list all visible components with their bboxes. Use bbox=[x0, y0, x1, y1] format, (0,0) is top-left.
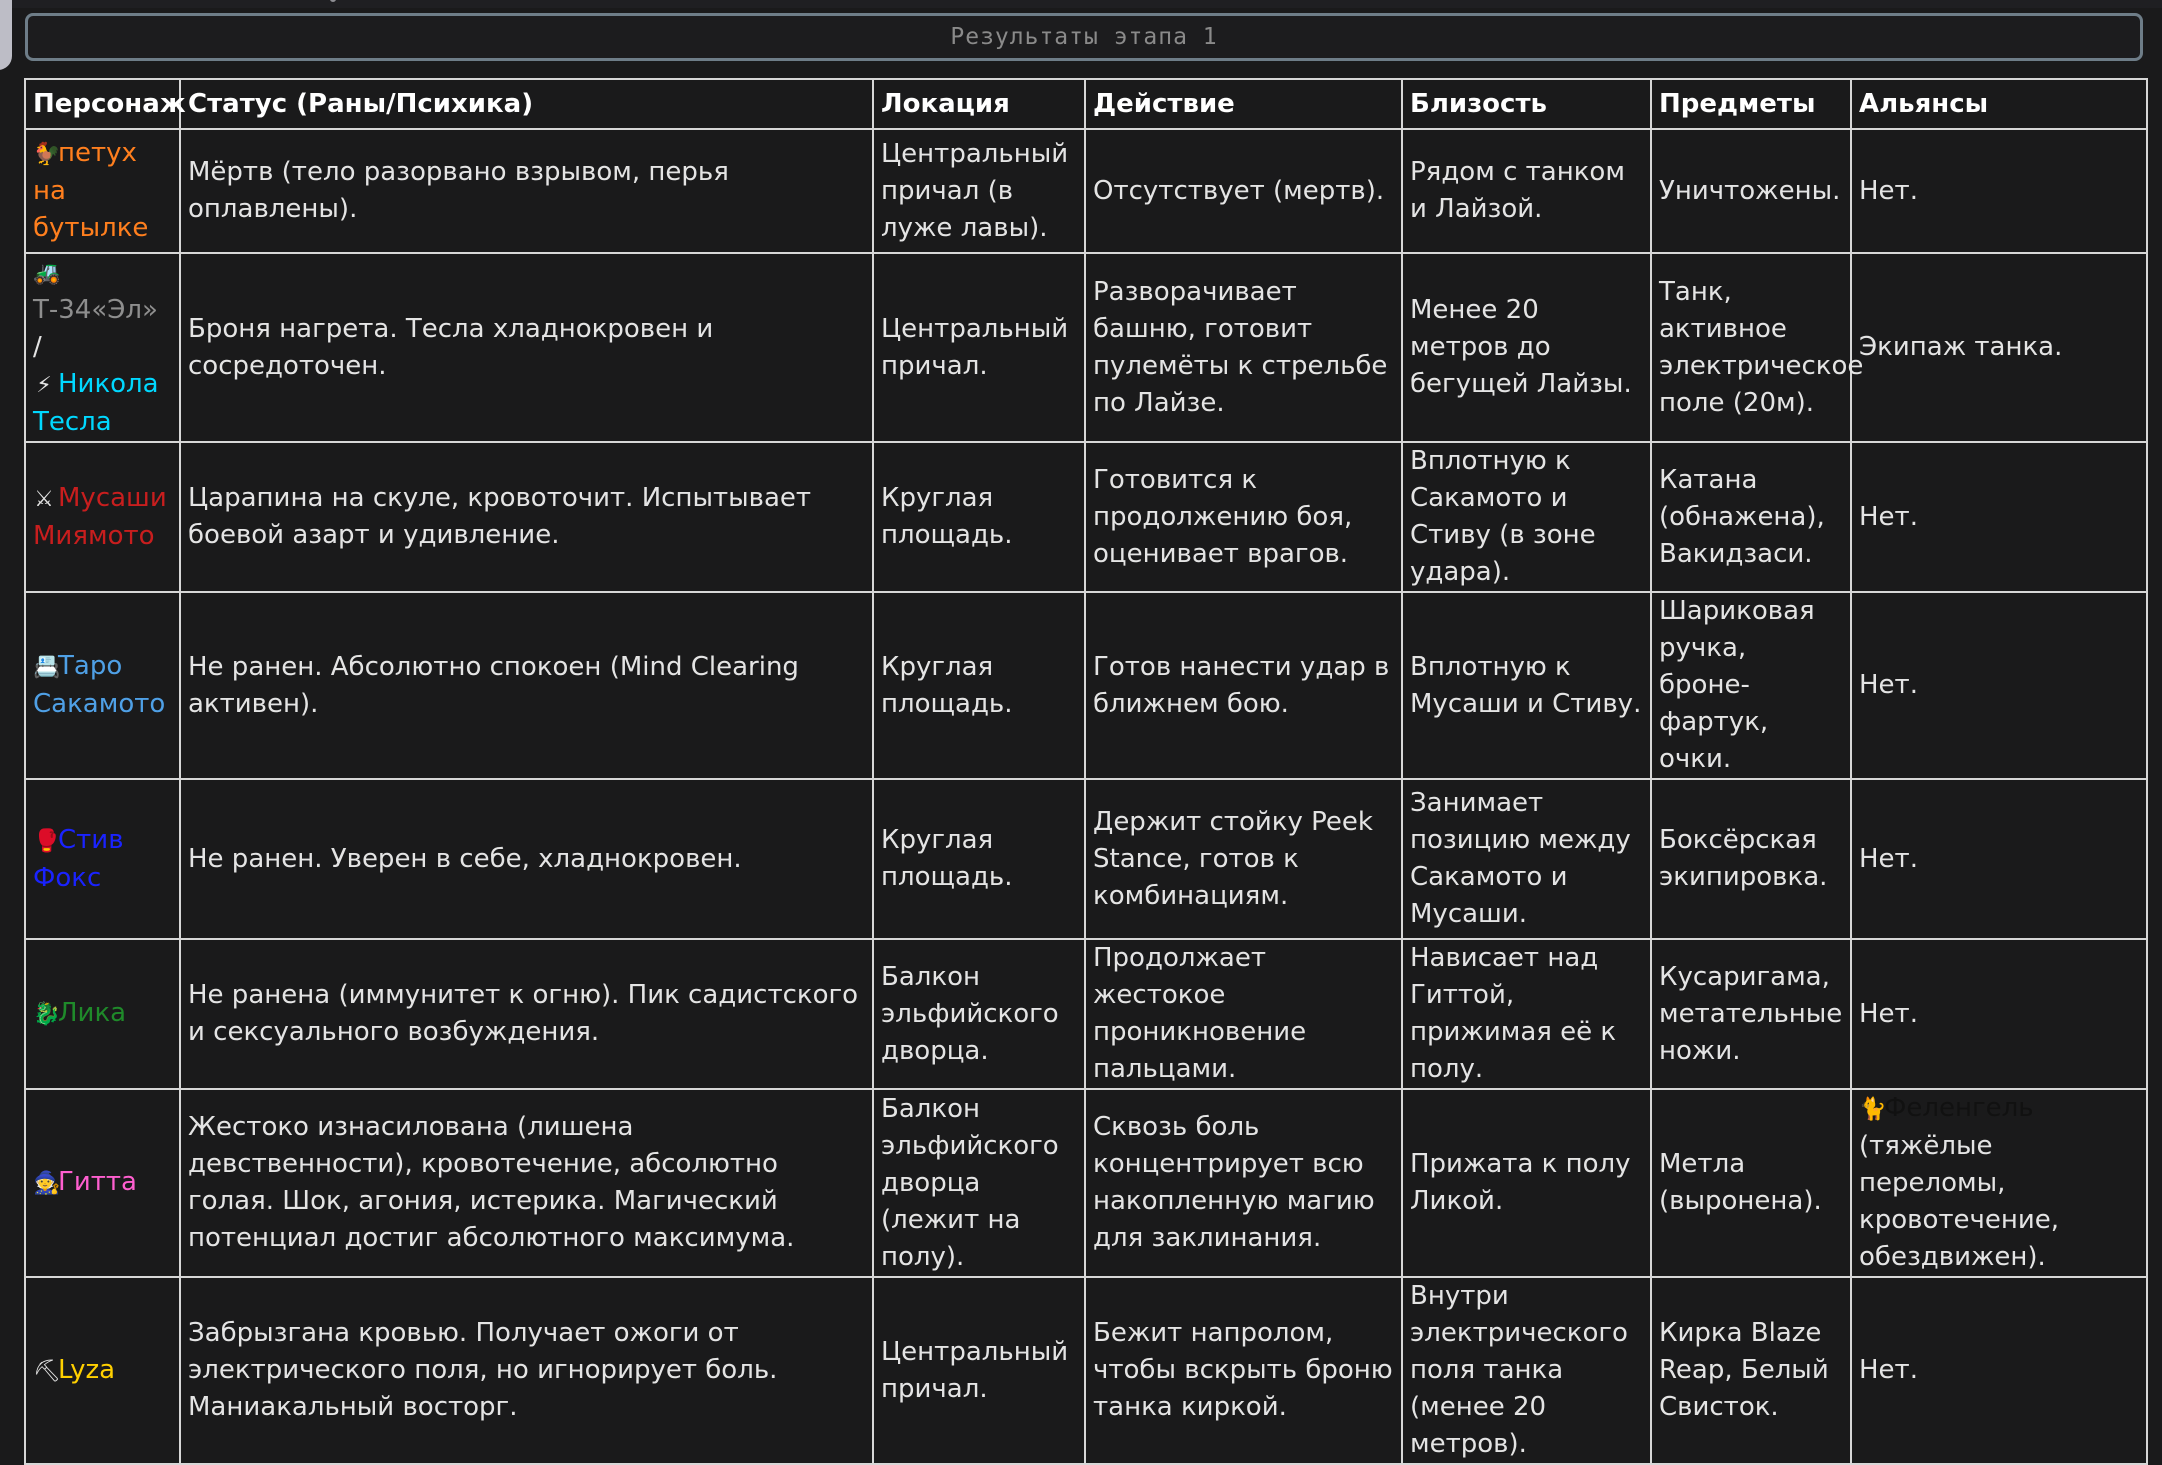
character-name: Мусаши Миямото bbox=[33, 482, 167, 551]
items-cell: Катана (обнажена), Вакидзаси. bbox=[1651, 442, 1851, 592]
table-header-row bbox=[25, 79, 2147, 129]
character-cell bbox=[25, 442, 180, 592]
alliances-cell: Нет. bbox=[1851, 779, 2147, 939]
items-cell: Шариковая ручка, броне-фартук, очки. bbox=[1651, 592, 1851, 779]
items-cell: Танк, активное электрическое поле (20м). bbox=[1651, 253, 1851, 442]
location-cell: Центральный причал (в луже лавы). bbox=[873, 129, 1085, 253]
character-name-2: Никола Тесла bbox=[33, 369, 159, 437]
alliances-cell: Нет. bbox=[1851, 442, 2147, 592]
alliances-cell: Нет. bbox=[1851, 592, 2147, 779]
table-row bbox=[25, 1089, 2147, 1277]
column-header-items: Предметы bbox=[1651, 79, 1851, 129]
cat-icon: 🐈 bbox=[1859, 1097, 1887, 1122]
mage-icon: 🧙 bbox=[33, 1171, 61, 1196]
character-cell bbox=[25, 1277, 180, 1464]
pickaxe-icon: ⛏ bbox=[33, 1358, 61, 1384]
items-cell: Боксёрская экипировка. bbox=[1651, 779, 1851, 939]
location-cell: Балкон эльфийского дворца (лежит на полу). bbox=[873, 1089, 1085, 1277]
proximity-cell: Менее 20 метров до бегущей Лайзы. bbox=[1402, 253, 1651, 442]
table-row bbox=[25, 442, 2147, 592]
character-cell bbox=[25, 939, 180, 1089]
proximity-cell: Внутри электрического поля танка (менее 20 метров). bbox=[1402, 1277, 1651, 1464]
alliances-cell bbox=[1851, 1089, 2147, 1277]
column-header-action: Действие bbox=[1085, 79, 1402, 129]
dragon-icon: 🐉 bbox=[33, 1002, 61, 1027]
items-cell: Кусаригама, метательные ножи. bbox=[1651, 939, 1851, 1089]
character-cell bbox=[25, 779, 180, 939]
character-name: Лика bbox=[58, 998, 127, 1028]
character-name: Lyza bbox=[58, 1354, 116, 1385]
top-strip bbox=[0, 0, 2162, 8]
status-cell: Броня нагрета. Тесла хладнокровен и сосредоточен. bbox=[180, 253, 873, 442]
table-row bbox=[25, 1277, 2147, 1464]
alliances-cell: Нет. bbox=[1851, 939, 2147, 1089]
location-cell: Круглая площадь. bbox=[873, 779, 1085, 939]
items-cell: Кирка Blaze Reap, Белый Свисток. bbox=[1651, 1277, 1851, 1464]
column-header-alliances: Альянсы bbox=[1851, 79, 2147, 129]
action-cell: Продолжает жестокое проникновение пальцами. bbox=[1085, 939, 1402, 1089]
proximity-cell: Прижата к полу Ликой. bbox=[1402, 1089, 1651, 1277]
character-name: петух на бутылке bbox=[33, 138, 149, 243]
location-cell: Круглая площадь. bbox=[873, 442, 1085, 592]
column-header-proximity: Близость bbox=[1402, 79, 1651, 129]
character-cell bbox=[25, 1089, 180, 1277]
table-row bbox=[25, 592, 2147, 779]
proximity-cell: Рядом с танком и Лайзой. bbox=[1402, 129, 1651, 253]
rooster-icon: 🐓 bbox=[33, 142, 61, 167]
table-row bbox=[25, 253, 2147, 442]
lightning-icon: ⚡ bbox=[36, 373, 52, 398]
proximity-cell: Нависает над Гиттой, прижимая её к полу. bbox=[1402, 939, 1651, 1089]
character-name: Таро Сакамото bbox=[33, 651, 166, 719]
table-row bbox=[25, 129, 2147, 253]
window-corner-handle bbox=[0, 0, 12, 70]
table-row bbox=[25, 939, 2147, 1089]
action-cell: Держит стойку Peek Stance, готов к комбинациям. bbox=[1085, 779, 1402, 939]
character-name: Т-34«Эл» bbox=[33, 295, 158, 325]
boxing-glove-icon: 🥊 bbox=[33, 828, 61, 854]
proximity-cell: Вплотную к Мусаши и Стиву. bbox=[1402, 592, 1651, 779]
column-header-character: Персонаж bbox=[25, 79, 180, 129]
card-index-icon: 📇 bbox=[33, 655, 61, 680]
status-cell: Не ранен. Уверен в себе, хладнокровен. bbox=[180, 779, 873, 939]
tractor-icon: 🚜 bbox=[33, 261, 61, 286]
action-cell: Готов нанести удар в ближнем бою. bbox=[1085, 592, 1402, 779]
action-cell: Сквозь боль концентрирует всю накопленную магию для заклинания. bbox=[1085, 1089, 1402, 1277]
action-cell: Разворачивает башню, готовит пулемёты к стрельбе по Лайзе. bbox=[1085, 253, 1402, 442]
character-cell bbox=[25, 253, 180, 442]
status-cell: Не ранена (иммунитет к огню). Пик садистского и сексуального возбуждения. bbox=[180, 939, 873, 1089]
crossed-swords-icon: ⚔ bbox=[34, 486, 54, 512]
action-cell: Бежит напролом, чтобы вскрыть броню танка киркой. bbox=[1085, 1277, 1402, 1464]
alliances-cell: Экипаж танка. bbox=[1851, 253, 2147, 442]
items-cell: Метла (выронена). bbox=[1651, 1089, 1851, 1277]
items-cell: Уничтожены. bbox=[1651, 129, 1851, 253]
status-cell: Забрызгана кровью. Получает ожоги от электрического поля, но игнорирует боль. Маниакальный восторг. bbox=[180, 1277, 873, 1464]
status-cell: Жестоко изнасилована (лишена девственности), кровотечение, абсолютно голая. Шок, агония, истерика. Магический потенциал достиг абсолютного максимума. bbox=[180, 1089, 873, 1277]
character-separator: / bbox=[33, 332, 42, 362]
location-cell: Круглая площадь. bbox=[873, 592, 1085, 779]
ally-name: Феленгель bbox=[1884, 1093, 2034, 1123]
character-name: Гитта bbox=[58, 1167, 137, 1197]
stage-results-header bbox=[25, 13, 2143, 61]
proximity-cell: Вплотную к Сакамото и Стиву (в зоне удара). bbox=[1402, 442, 1651, 592]
alliances-cell: Нет. bbox=[1851, 1277, 2147, 1464]
column-header-location: Локация bbox=[873, 79, 1085, 129]
character-cell bbox=[25, 129, 180, 253]
status-cell: Не ранен. Абсолютно спокоен (Mind Clearing активен). bbox=[180, 592, 873, 779]
location-cell: Центральный причал. bbox=[873, 253, 1085, 442]
stage-results-title: Результаты этапа 1 bbox=[950, 24, 1218, 50]
action-cell: Отсутствует (мертв). bbox=[1085, 129, 1402, 253]
location-cell: Центральный причал. bbox=[873, 1277, 1085, 1464]
alliances-cell: Нет. bbox=[1851, 129, 2147, 253]
ally-note: (тяжёлые переломы, кровотечение, обездвижен). bbox=[1859, 1131, 2060, 1272]
status-cell: Царапина на скуле, кровоточит. Испытывает боевой азарт и удивление. bbox=[180, 442, 873, 592]
character-cell bbox=[25, 592, 180, 779]
location-cell: Балкон эльфийского дворца. bbox=[873, 939, 1085, 1089]
column-header-status: Статус (Раны/Психика) bbox=[180, 79, 873, 129]
character-name: Стив Фокс bbox=[33, 824, 124, 893]
results-table bbox=[24, 78, 2148, 1465]
proximity-cell: Занимает позицию между Сакамото и Мусаши. bbox=[1402, 779, 1651, 939]
table-row bbox=[25, 779, 2147, 939]
action-cell: Готовится к продолжению боя, оценивает врагов. bbox=[1085, 442, 1402, 592]
status-cell: Мёртв (тело разорвано взрывом, перья оплавлены). bbox=[180, 129, 873, 253]
